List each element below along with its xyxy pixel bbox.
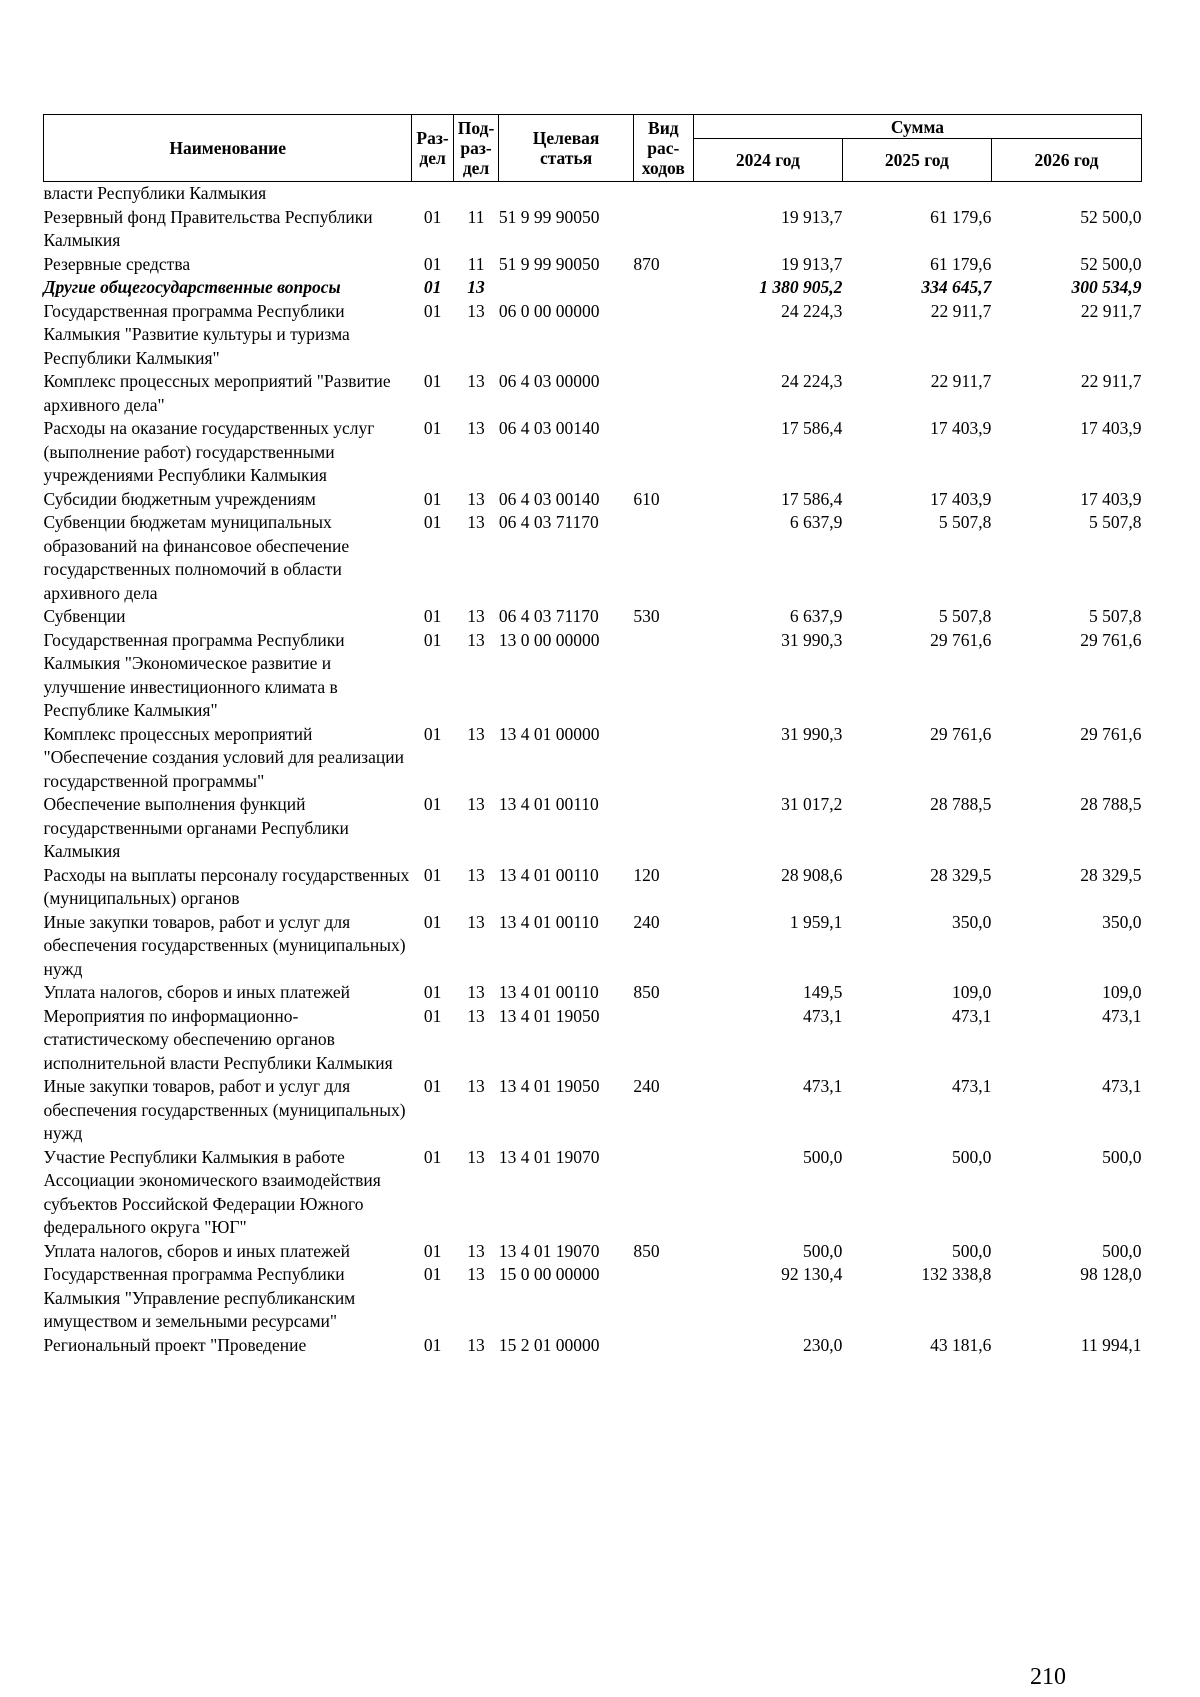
table-row: [44, 511, 1142, 605]
cell-vid-rashodov: [633, 206, 693, 253]
cell-sum-2025: 61 179,6: [930, 253, 992, 274]
header-year-2026: 2026 год: [991, 139, 1141, 182]
cell-sum-2024: 31 990,3: [781, 723, 843, 744]
cell-razdel: 01: [423, 982, 442, 1002]
cell-sum-2025: 22 911,7: [930, 371, 992, 391]
cell-podrazdel: 13: [467, 723, 485, 744]
cell-celevaya-statya: 06 0 00 00000: [498, 300, 600, 321]
table-row: [44, 793, 1142, 864]
cell-sum-2026: 473,1: [1102, 1076, 1142, 1096]
cell-name: Государственная программа Республики Калмыкия "Управление республиканским имуществом и земельными ресурсами": [43, 1264, 356, 1331]
cell-name: Другие общегосударственные вопросы: [43, 277, 341, 297]
cell-sum-2024: 6 637,9: [789, 512, 843, 532]
cell-razdel: 01: [423, 206, 442, 227]
cell-celevaya-statya: 13 4 01 00110: [498, 794, 599, 814]
cell-vid-rashodov: [633, 1334, 693, 1358]
header-vid-rashodov: Вид рас- ходов: [633, 115, 693, 182]
cell-podrazdel: 13: [467, 1240, 485, 1261]
cell-razdel: 01: [423, 1005, 442, 1026]
cell-razdel: 01: [423, 277, 442, 297]
cell-sum-2024: 24 224,3: [781, 371, 843, 391]
cell-vid-rashodov: [633, 182, 693, 206]
cell-podrazdel: 13: [467, 418, 485, 438]
cell-celevaya-statya: 13 4 01 00000: [498, 723, 600, 744]
cell-sum-2026: 22 911,7: [1080, 371, 1142, 391]
header-podrazdel: Под- раз- дел: [453, 115, 499, 182]
cell-sum-2024: 92 130,4: [781, 1264, 843, 1284]
cell-sum-2025: 17 403,9: [930, 488, 992, 509]
cell-sum-2026: 28 788,5: [1080, 794, 1142, 814]
table-row: [44, 488, 1142, 512]
table-row: [44, 370, 1142, 417]
cell-sum-2024: 473,1: [802, 1076, 843, 1096]
cell-podrazdel: 13: [467, 864, 485, 885]
cell-razdel: 01: [423, 300, 442, 321]
cell-podrazdel: 13: [467, 1264, 485, 1284]
table-row: [44, 253, 1142, 277]
cell-razdel: [412, 182, 453, 206]
cell-sum-2024: 24 224,3: [781, 300, 843, 321]
cell-razdel: 01: [423, 1240, 442, 1261]
cell-podrazdel: 13: [467, 371, 485, 391]
cell-sum-2026: 17 403,9: [1080, 418, 1142, 438]
table-header: [44, 115, 1142, 182]
cell-sum-2024: 149,5: [802, 982, 843, 1002]
cell-celevaya-statya: 06 4 03 71170: [498, 512, 599, 532]
cell-celevaya-statya: 51 9 99 90050: [498, 253, 600, 274]
header-year-2025: 2025 год: [842, 139, 991, 182]
cell-celevaya-statya: 13 4 01 19050: [498, 1005, 600, 1026]
cell-sum-2025: 28 788,5: [930, 794, 992, 814]
cell-celevaya-statya: [499, 182, 634, 206]
cell-sum-2025: 5 507,8: [938, 512, 992, 532]
header-year-2024: 2024 год: [693, 139, 842, 182]
cell-name: Участие Республики Калмыкия в работе Ассоциации экономического взаимодействия субъектов Российской Федерации Южного федерального округа "ЮГ": [43, 1146, 381, 1237]
cell-razdel: 01: [423, 911, 442, 932]
cell-sum-2024: 31 990,3: [781, 629, 843, 650]
cell-sum-2025: 500,0: [952, 1146, 992, 1167]
table-row: [44, 276, 1142, 300]
cell-podrazdel: 13: [467, 606, 485, 626]
cell-podrazdel: 11: [467, 253, 485, 274]
cell-podrazdel: 13: [467, 488, 485, 509]
cell-sum-2025: 473,1: [952, 1005, 992, 1026]
table-row: [44, 206, 1142, 253]
cell-sum-2024: 31 017,2: [781, 794, 843, 814]
cell-razdel: 01: [423, 864, 442, 885]
cell-podrazdel: 13: [467, 1076, 485, 1096]
cell-podrazdel: 13: [467, 300, 485, 321]
cell-vid-rashodov: [633, 1146, 693, 1240]
cell-name: Региональный проект "Проведение: [43, 1334, 307, 1355]
cell-razdel: 01: [423, 629, 442, 650]
cell-sum-2024: 500,0: [802, 1146, 843, 1167]
cell-razdel: 01: [423, 512, 442, 532]
cell-sum-2026: 17 403,9: [1080, 488, 1142, 509]
cell-vid-rashodov: 850: [633, 982, 660, 1002]
cell-name: Иные закупки товаров, работ и услуг для обеспечения государственных (муниципальных) нужд: [43, 911, 406, 979]
cell-celevaya-statya: 15 2 01 00000: [498, 1334, 600, 1355]
cell-sum-2025: 61 179,6: [930, 206, 992, 227]
cell-vid-rashodov: 240: [633, 911, 660, 932]
cell-sum-2024: 17 586,4: [781, 488, 843, 509]
cell-name: Субвенции: [43, 606, 126, 626]
cell-razdel: 01: [423, 488, 442, 509]
cell-vid-rashodov: [633, 300, 693, 371]
table-row: [44, 981, 1142, 1005]
cell-celevaya-statya: 13 4 01 19070: [498, 1146, 600, 1167]
cell-sum-2025: 28 329,5: [930, 864, 992, 885]
cell-podrazdel: 13: [467, 911, 485, 932]
cell-celevaya-statya: 13 0 00 00000: [498, 629, 600, 650]
cell-vid-rashodov: [633, 1263, 693, 1334]
cell-celevaya-statya: 15 0 00 00000: [498, 1264, 600, 1284]
cell-celevaya-statya: 13 4 01 00110: [498, 864, 599, 885]
table-row: [44, 1334, 1142, 1358]
table-row: [44, 1005, 1142, 1076]
cell-name: Субсидии бюджетным учреждениям: [43, 488, 316, 509]
cell-vid-rashodov: [633, 1005, 693, 1076]
cell-vid-rashodov: 530: [633, 606, 660, 626]
cell-sum-2026: 300 534,9: [1071, 277, 1142, 297]
cell-name: Расходы на выплаты персоналу государственных (муниципальных) органов: [43, 864, 410, 908]
header-razdel: Раз- дел: [412, 115, 453, 182]
cell-celevaya-statya: 06 4 03 71170: [498, 606, 599, 626]
cell-name: Уплата налогов, сборов и иных платежей: [43, 1240, 350, 1261]
cell-sum-2025: 29 761,6: [930, 723, 992, 744]
table-body: [44, 182, 1142, 1358]
cell-razdel: 01: [423, 1146, 442, 1167]
cell-sum-2026: 98 128,0: [1080, 1264, 1142, 1284]
cell-celevaya-statya: 06 4 03 00000: [498, 371, 600, 391]
cell-sum-2024: 19 913,7: [781, 206, 843, 227]
cell-podrazdel: [453, 182, 499, 206]
cell-razdel: 01: [423, 418, 442, 438]
cell-sum-2025: 29 761,6: [930, 629, 992, 650]
cell-sum-2024: 6 637,9: [789, 606, 843, 626]
cell-vid-rashodov: 870: [633, 253, 660, 274]
cell-razdel: 01: [423, 371, 442, 391]
table-row: [44, 864, 1142, 911]
cell-sum-2024: 28 908,6: [781, 864, 843, 885]
cell-razdel: 01: [423, 723, 442, 744]
cell-razdel: 01: [423, 606, 442, 626]
cell-sum-2025: 109,0: [952, 982, 992, 1002]
cell-sum-2026: 52 500,0: [1080, 206, 1142, 227]
document-page: [43, 114, 1142, 1357]
cell-vid-rashodov: 120: [633, 864, 660, 885]
cell-sum-2025: 473,1: [952, 1076, 992, 1096]
cell-sum-2024: 230,0: [802, 1334, 843, 1355]
cell-sum-2026: 11 994,1: [1080, 1334, 1142, 1355]
cell-sum-2026: 500,0: [1102, 1240, 1142, 1261]
cell-sum-2024: 500,0: [802, 1240, 843, 1261]
cell-vid-rashodov: 240: [633, 1076, 660, 1096]
cell-podrazdel: 11: [467, 206, 485, 227]
header-name: Наименование: [44, 115, 412, 182]
cell-podrazdel: 13: [467, 277, 485, 297]
page-number: 210: [1030, 1664, 1066, 1690]
cell-sum-2024: 19 913,7: [781, 253, 843, 274]
cell-sum-2025: 334 645,7: [921, 277, 992, 297]
cell-sum-2024: 1 380 905,2: [759, 277, 843, 297]
table-row: [44, 182, 1142, 206]
cell-razdel: 01: [423, 1334, 442, 1355]
cell-vid-rashodov: [633, 417, 693, 488]
cell-name: власти Республики Калмыкия: [43, 183, 267, 203]
cell-sum-2025: 350,0: [952, 911, 992, 932]
cell-sum-2026: 29 761,6: [1080, 629, 1142, 650]
cell-sum-2026: [991, 182, 1141, 206]
cell-vid-rashodov: 850: [633, 1240, 660, 1261]
cell-sum-2024: 1 959,1: [789, 911, 843, 932]
cell-name: Государственная программа Республики Калмыкия "Развитие культуры и туризма Республики Калмыкия": [43, 300, 350, 368]
table-row: [44, 1263, 1142, 1334]
cell-sum-2025: 500,0: [952, 1240, 992, 1261]
cell-vid-rashodov: [633, 370, 693, 417]
header-celevaya-statya: Целевая статья: [499, 115, 634, 182]
cell-vid-rashodov: [633, 276, 693, 300]
cell-sum-2025: 132 338,8: [921, 1264, 992, 1284]
cell-podrazdel: 13: [467, 1005, 485, 1026]
cell-name: Комплекс процессных мероприятий "Развитие архивного дела": [43, 371, 391, 415]
cell-sum-2026: 22 911,7: [1080, 300, 1142, 321]
cell-name: Мероприятия по информационно-статистическому обеспечению органов исполнительной власти Республики Калмыкия: [43, 1005, 393, 1073]
cell-name: Обеспечение выполнения функций государственными органами Республики Калмыкия: [43, 794, 349, 861]
table-row: [44, 300, 1142, 371]
cell-razdel: 01: [423, 1076, 442, 1096]
cell-podrazdel: 13: [467, 629, 485, 650]
cell-sum-2026: 473,1: [1102, 1005, 1142, 1026]
cell-sum-2025: [842, 182, 991, 206]
table-row: [44, 1240, 1142, 1264]
cell-sum-2025: 22 911,7: [930, 300, 992, 321]
cell-podrazdel: 13: [467, 1334, 485, 1355]
table-row: [44, 1075, 1142, 1146]
cell-podrazdel: 13: [467, 794, 485, 814]
cell-vid-rashodov: [633, 511, 693, 605]
cell-razdel: 01: [423, 794, 442, 814]
cell-celevaya-statya: 13 4 01 00110: [498, 911, 599, 932]
cell-sum-2026: 109,0: [1102, 982, 1142, 1002]
cell-podrazdel: 13: [467, 982, 485, 1002]
table-row: [44, 1146, 1142, 1240]
cell-sum-2024: 17 586,4: [781, 418, 843, 438]
cell-sum-2024: 473,1: [802, 1005, 843, 1026]
cell-podrazdel: 13: [467, 512, 485, 532]
cell-sum-2026: 5 507,8: [1089, 512, 1142, 532]
cell-celevaya-statya: 51 9 99 90050: [498, 206, 600, 227]
cell-sum-2026: 28 329,5: [1080, 864, 1142, 885]
cell-name: Комплекс процессных мероприятий "Обеспечение создания условий для реализации государственной программы": [43, 723, 404, 791]
cell-sum-2026: 29 761,6: [1080, 723, 1142, 744]
cell-celevaya-statya: 06 4 03 00140: [498, 418, 600, 438]
table-row: [44, 629, 1142, 723]
cell-name: Субвенции бюджетам муниципальных образований на финансовое обеспечение государственных полномочий в области архивного дела: [43, 512, 350, 603]
table-row: [44, 723, 1142, 794]
cell-name: Иные закупки товаров, работ и услуг для обеспечения государственных (муниципальных) нужд: [43, 1076, 406, 1143]
cell-sum-2026: 52 500,0: [1080, 253, 1142, 274]
table-row: [44, 417, 1142, 488]
cell-sum-2024: [693, 182, 842, 206]
cell-podrazdel: 13: [467, 1146, 485, 1167]
cell-celevaya-statya: 13 4 01 00110: [498, 982, 599, 1002]
cell-sum-2025: 5 507,8: [938, 606, 992, 626]
cell-celevaya-statya: 06 4 03 00140: [498, 488, 600, 509]
cell-celevaya-statya: 13 4 01 19070: [498, 1240, 600, 1261]
cell-sum-2026: 350,0: [1102, 911, 1142, 932]
cell-razdel: 01: [423, 253, 442, 274]
cell-sum-2026: 500,0: [1102, 1146, 1142, 1167]
cell-sum-2026: 5 507,8: [1089, 606, 1142, 626]
table-row: [44, 605, 1142, 629]
cell-celevaya-statya: [499, 276, 634, 300]
cell-name: Резервный фонд Правительства Республики Калмыкия: [43, 206, 373, 250]
cell-celevaya-statya: 13 4 01 19050: [498, 1076, 600, 1096]
header-summa: Сумма: [693, 115, 1141, 139]
cell-name: Государственная программа Республики Калмыкия "Экономическое развитие и улучшение инвестиционного климата в Республике Калмыкия": [43, 629, 345, 720]
cell-vid-rashodov: [633, 723, 693, 794]
cell-vid-rashodov: 610: [633, 488, 660, 509]
table-row: [44, 911, 1142, 982]
cell-name: Уплата налогов, сборов и иных платежей: [43, 982, 350, 1002]
cell-vid-rashodov: [633, 629, 693, 723]
cell-name: Расходы на оказание государственных услуг (выполнение работ) государственными учреждениями Республики Калмыкия: [43, 418, 375, 485]
cell-sum-2025: 17 403,9: [930, 418, 992, 438]
budget-table: [43, 114, 1142, 1357]
cell-razdel: 01: [423, 1264, 442, 1284]
cell-sum-2025: 43 181,6: [930, 1334, 992, 1355]
cell-name: Резервные средства: [43, 253, 191, 274]
cell-vid-rashodov: [633, 793, 693, 864]
